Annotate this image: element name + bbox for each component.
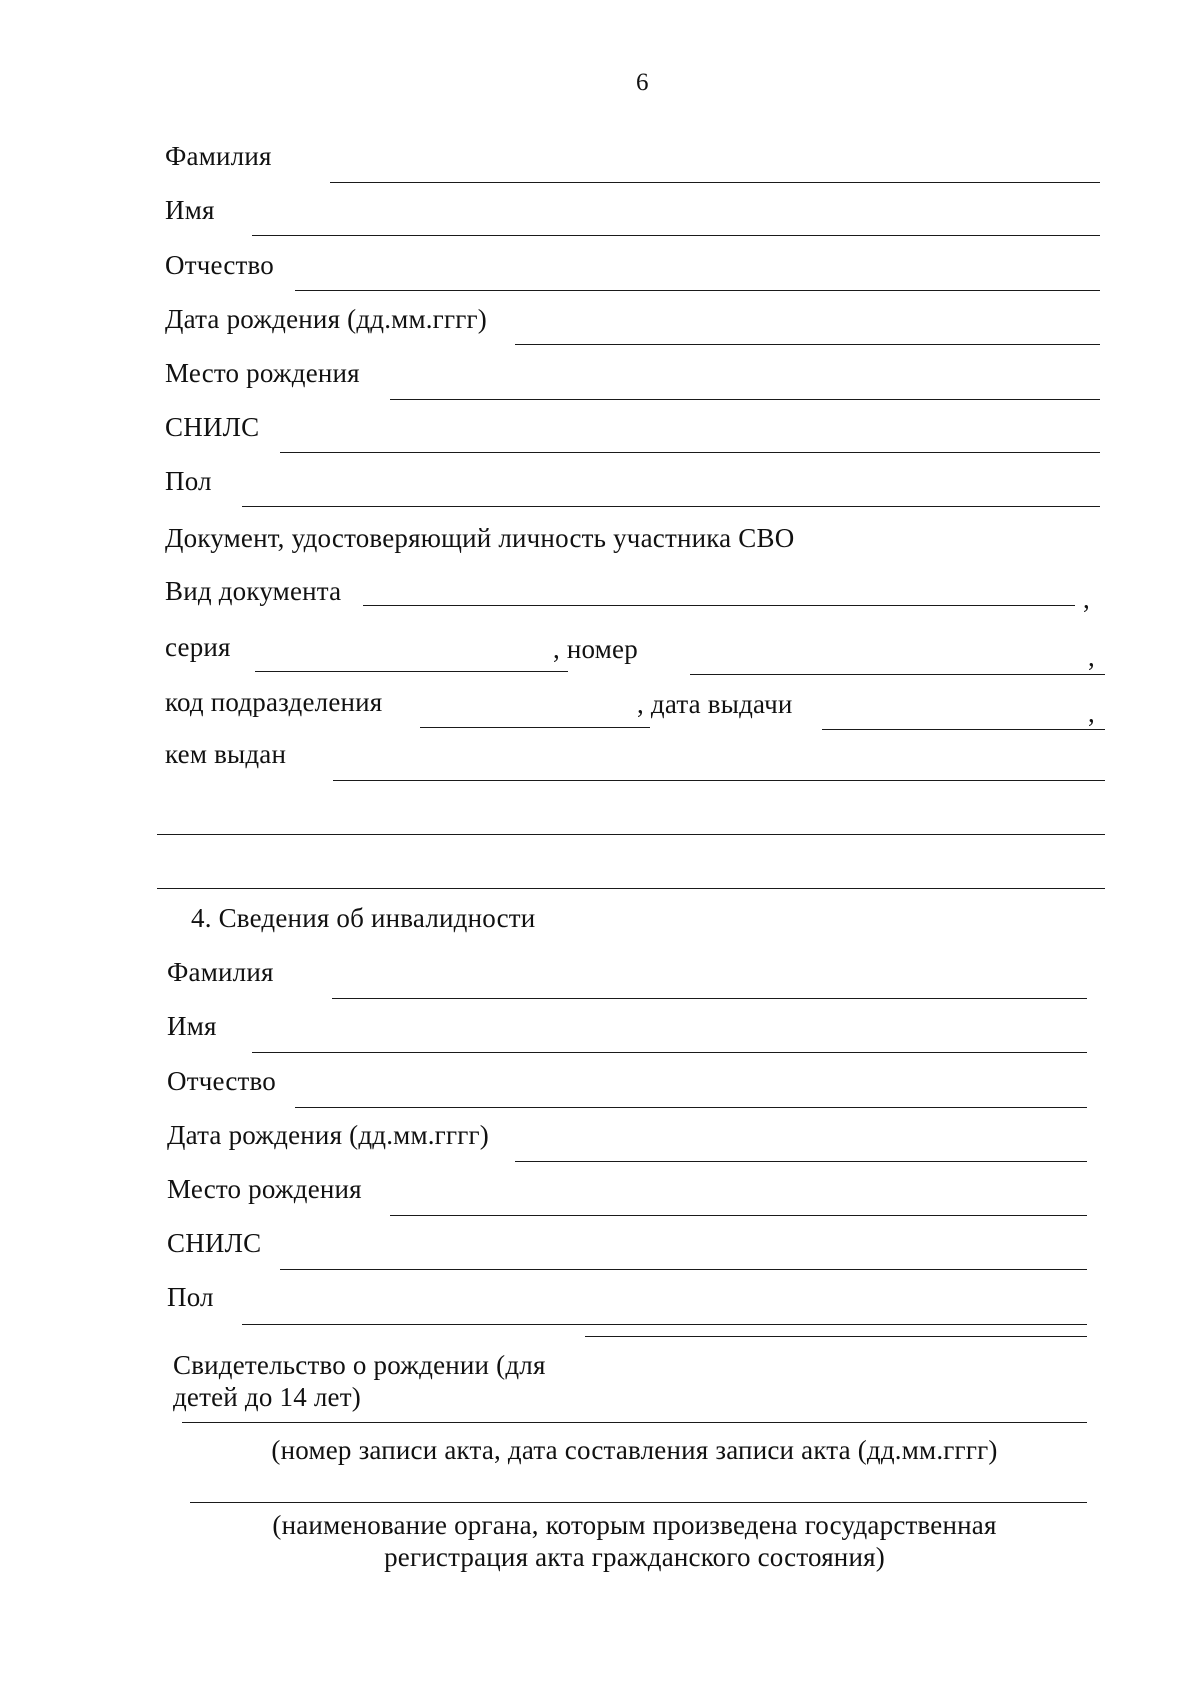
dis-birth-date-field[interactable] bbox=[515, 1161, 1087, 1162]
sex-label: Пол bbox=[165, 466, 212, 496]
dis-name-label: Имя bbox=[167, 1011, 217, 1041]
dis-snils-label: СНИЛС bbox=[167, 1228, 262, 1258]
authority-caption-line2: регистрация акта гражданского состояния) bbox=[384, 1542, 885, 1572]
doc-type-field[interactable] bbox=[363, 605, 1075, 606]
record-caption: (номер записи акта, дата составления записи акта (дд.мм.гггг) bbox=[271, 1435, 998, 1465]
series-field[interactable] bbox=[255, 671, 568, 672]
issue-date-field[interactable] bbox=[822, 729, 1105, 730]
number-label: , номер bbox=[553, 634, 638, 664]
doc-type-comma: , bbox=[1083, 584, 1090, 614]
issue-date-label: , дата выдачи bbox=[637, 689, 793, 719]
birth-cert-label-line1: Свидетельство о рождении (для bbox=[173, 1350, 546, 1380]
birth-date-field[interactable] bbox=[515, 344, 1100, 345]
doc-type-label: Вид документа bbox=[165, 576, 342, 606]
page-number: 6 bbox=[636, 69, 649, 96]
birth-place-label: Место рождения bbox=[165, 358, 360, 388]
dis-birth-date-label: Дата рождения (дд.мм.гггг) bbox=[167, 1120, 489, 1150]
dis-birth-place-field[interactable] bbox=[390, 1215, 1087, 1216]
section4-heading: 4. Сведения об инвалидности bbox=[191, 903, 536, 933]
birth-cert-label-line2: детей до 14 лет) bbox=[173, 1382, 361, 1412]
dis-birth-place-label: Место рождения bbox=[167, 1174, 362, 1204]
sex-field[interactable] bbox=[242, 506, 1100, 507]
birth-date-label: Дата рождения (дд.мм.гггг) bbox=[165, 304, 487, 334]
name-label: Имя bbox=[165, 195, 215, 225]
division-code-field[interactable] bbox=[420, 727, 650, 728]
identity-doc-heading: Документ, удостоверяющий личность участника СВО bbox=[165, 523, 795, 553]
snils-field[interactable] bbox=[280, 452, 1100, 453]
birth-place-field[interactable] bbox=[390, 399, 1100, 400]
dis-name-field[interactable] bbox=[252, 1052, 1087, 1053]
dis-patronymic-field[interactable] bbox=[295, 1107, 1087, 1108]
snils-label: СНИЛС bbox=[165, 412, 260, 442]
issued-by-field[interactable] bbox=[333, 780, 1105, 781]
issued-by-field-line2[interactable] bbox=[157, 834, 1105, 835]
dis-surname-field[interactable] bbox=[332, 998, 1087, 999]
number-field[interactable] bbox=[690, 674, 1105, 675]
dis-sex-field-extra bbox=[585, 1336, 1087, 1337]
issued-by-label: кем выдан bbox=[165, 739, 287, 769]
dis-sex-field[interactable] bbox=[242, 1324, 1087, 1325]
issue-date-comma: , bbox=[1088, 698, 1095, 728]
surname-field[interactable] bbox=[330, 182, 1100, 183]
patronymic-label: Отчество bbox=[165, 250, 274, 280]
issued-by-field-line3[interactable] bbox=[157, 888, 1105, 889]
name-field[interactable] bbox=[252, 235, 1100, 236]
number-comma: , bbox=[1088, 642, 1095, 672]
dis-sex-label: Пол bbox=[167, 1282, 214, 1312]
dis-surname-label: Фамилия bbox=[167, 957, 274, 987]
series-label: серия bbox=[165, 632, 231, 662]
division-code-label: код подразделения bbox=[165, 687, 383, 717]
birth-cert-authority-field[interactable] bbox=[190, 1502, 1087, 1503]
surname-label: Фамилия bbox=[165, 141, 272, 171]
dis-snils-field[interactable] bbox=[280, 1269, 1087, 1270]
patronymic-field[interactable] bbox=[295, 290, 1100, 291]
birth-cert-record-field[interactable] bbox=[182, 1422, 1087, 1423]
authority-caption-line1: (наименование органа, которым произведена государственная bbox=[272, 1510, 997, 1540]
dis-patronymic-label: Отчество bbox=[167, 1066, 276, 1096]
